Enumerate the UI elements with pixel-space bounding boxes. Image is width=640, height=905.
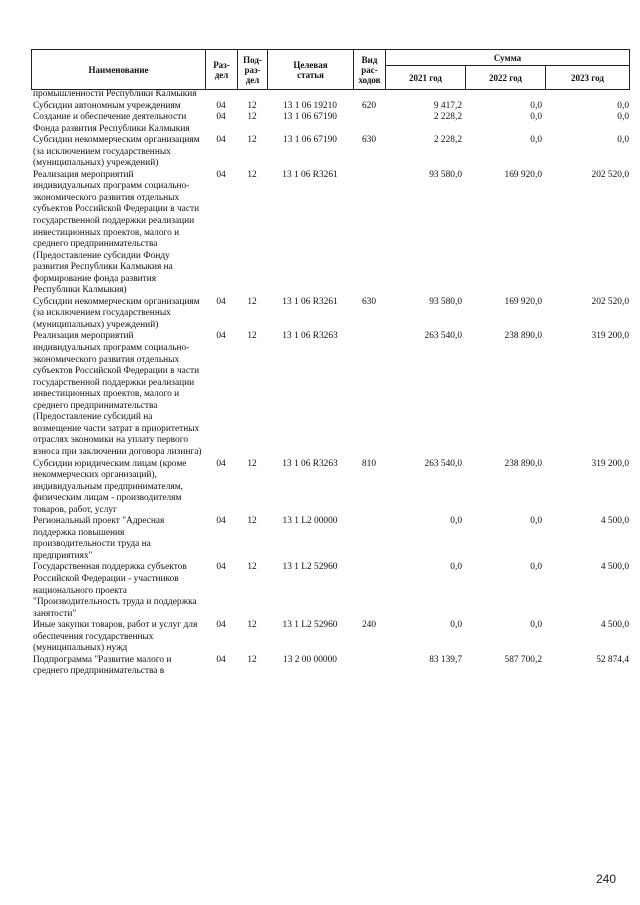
- row-target: 13 1 06 67190: [283, 112, 337, 123]
- table-row: [31, 89, 629, 101]
- header-year-2022: 2022 год: [466, 66, 546, 90]
- row-section: 04: [216, 112, 226, 123]
- header-target: Целевая статья: [268, 50, 354, 90]
- row-amount-2021: 263 540,0: [424, 458, 462, 469]
- row-amount-2023: 0,0: [617, 100, 629, 111]
- table-row: [31, 297, 629, 332]
- row-amount-2022: 169 920,0: [504, 296, 542, 307]
- row-section: 04: [216, 135, 226, 146]
- table-row: [31, 135, 629, 170]
- table-row: [31, 170, 629, 297]
- header-section: Раз- дел: [206, 50, 238, 90]
- row-amount-2021: 9 417,2: [433, 100, 462, 111]
- row-expense-type: [353, 516, 385, 562]
- row-target: 13 1 06 67190: [283, 135, 337, 146]
- row-amount-2022: 169 920,0: [504, 169, 542, 180]
- row-subsection: 12: [247, 654, 257, 665]
- row-amount-2022: 587 700,2: [504, 654, 542, 665]
- row-expense-type: 240: [361, 620, 377, 631]
- table-row: [31, 112, 629, 135]
- row-name: Субсидии некоммерческим организациям (за исключением государственных (муниципальных) учреждений): [33, 296, 200, 330]
- row-amount-2023: 52 874,4: [596, 654, 629, 665]
- row-amount-2021: [385, 89, 465, 101]
- row-name: Субсидии автономным учреждениям: [33, 100, 181, 111]
- row-section: 04: [216, 458, 226, 469]
- table-row: [31, 101, 629, 113]
- row-subsection: 12: [247, 562, 257, 573]
- row-section: [205, 89, 237, 101]
- row-expense-type: [353, 562, 385, 620]
- row-name: Региональный проект "Адресная поддержка повышения производительности труда на предприятиях": [33, 516, 165, 561]
- row-section: 04: [216, 100, 226, 111]
- row-amount-2023: 0,0: [617, 112, 629, 123]
- row-subsection: 12: [247, 458, 257, 469]
- header-year-2021: 2021 год: [386, 66, 466, 90]
- row-expense-type: [353, 331, 385, 458]
- table-row: [31, 562, 629, 620]
- row-amount-2021: 93 580,0: [429, 296, 462, 307]
- header-sum: Сумма: [386, 50, 630, 66]
- row-amount-2023: [545, 89, 629, 101]
- table-row: [31, 620, 629, 655]
- budget-table: [31, 89, 629, 678]
- row-subsection: 12: [247, 516, 257, 527]
- row-amount-2021: 2 228,2: [433, 112, 462, 123]
- row-section: 04: [216, 516, 226, 527]
- row-amount-2023: 4 500,0: [600, 620, 629, 631]
- header-name: Наименование: [32, 50, 206, 90]
- row-expense-type: 630: [361, 135, 377, 146]
- row-amount-2021: 0,0: [450, 620, 462, 631]
- row-expense-type: [353, 89, 385, 101]
- table-header: [31, 49, 630, 90]
- budget-table-body: [31, 89, 629, 678]
- row-subsection: 12: [247, 112, 257, 123]
- row-name: Подпрограмма "Развитие малого и среднего предпринимательства в: [33, 654, 172, 677]
- row-target: 13 1 L2 52960: [282, 562, 338, 573]
- row-amount-2021: 0,0: [450, 562, 462, 573]
- row-target: 13 1 L2 52960: [282, 620, 338, 631]
- row-amount-2022: [465, 89, 545, 101]
- row-expense-type: [353, 170, 385, 297]
- row-amount-2022: 238 890,0: [504, 331, 542, 342]
- row-name: Государственная поддержка субъектов Российской Федерации - участников национального проекта "Производительность труда и поддержка занятости": [33, 562, 197, 619]
- row-name: Субсидии некоммерческим организациям (за исключением государственных (муниципальных) учреждений): [33, 135, 200, 169]
- row-amount-2021: 93 580,0: [429, 169, 462, 180]
- row-expense-type: 810: [361, 458, 377, 469]
- row-amount-2023: 202 520,0: [591, 296, 629, 307]
- row-section: 04: [216, 562, 226, 573]
- row-amount-2022: 0,0: [530, 135, 542, 146]
- row-name: Субсидии юридическим лицам (кроме некоммерческих организаций), индивидуальным предпринимателям, физическим лицам - производителям товаров, работ, услуг: [33, 458, 187, 515]
- row-expense-type: 620: [361, 100, 377, 111]
- row-name: Реализация мероприятий индивидуальных программ социально-экономического развития отдельных субъектов Российской Федерации в части государственной поддержки реализации инвестиционных проектов, малого и среднего предпринимательства (Предоставление субсидии Фонду развития Республики Калмыкия на формирование фонда развития Республики Калмыкия): [33, 169, 200, 296]
- row-section: 04: [216, 654, 226, 665]
- row-amount-2022: 238 890,0: [504, 458, 542, 469]
- row-target: 13 1 06 R3261: [282, 169, 338, 180]
- row-section: 04: [216, 296, 226, 307]
- row-amount-2023: 319 200,0: [591, 458, 629, 469]
- row-target: 13 1 L2 00000: [282, 516, 338, 527]
- row-subsection: 12: [247, 620, 257, 631]
- row-subsection: 12: [247, 169, 257, 180]
- row-subsection: [237, 89, 267, 101]
- row-amount-2022: 0,0: [530, 620, 542, 631]
- row-section: 04: [216, 169, 226, 180]
- row-subsection: 12: [247, 135, 257, 146]
- row-target: 13 1 06 R3263: [282, 331, 338, 342]
- row-amount-2022: 0,0: [530, 100, 542, 111]
- row-amount-2023: 4 500,0: [600, 562, 629, 573]
- header-year-2023: 2023 год: [546, 66, 630, 90]
- row-name: Иные закупки товаров, работ и услуг для обеспечения государственных (муниципальных) нужд: [33, 620, 198, 654]
- table-row: [31, 655, 629, 678]
- row-amount-2022: 0,0: [530, 516, 542, 527]
- header-expense-type: Вид рас- ходов: [354, 50, 386, 90]
- page-number: 240: [596, 872, 617, 886]
- row-amount-2022: 0,0: [530, 562, 542, 573]
- row-section: 04: [216, 331, 226, 342]
- row-amount-2021: 263 540,0: [424, 331, 462, 342]
- table-row: [31, 516, 629, 562]
- row-name: промышленности Республики Калмыкия: [33, 89, 197, 99]
- row-expense-type: [353, 112, 385, 135]
- row-subsection: 12: [247, 296, 257, 307]
- row-target: 13 1 06 R3261: [282, 296, 338, 307]
- row-expense-type: [353, 655, 385, 678]
- row-amount-2021: 0,0: [450, 516, 462, 527]
- row-subsection: 12: [247, 331, 257, 342]
- row-expense-type: 630: [361, 296, 377, 307]
- row-amount-2023: 202 520,0: [591, 169, 629, 180]
- row-name: Создание и обеспечение деятельности Фонда развития Республики Калмыкия: [33, 112, 190, 134]
- row-target: 13 1 06 R3263: [282, 458, 338, 469]
- table-row: [31, 459, 629, 517]
- row-amount-2021: 2 228,2: [433, 135, 462, 146]
- header-subsection: Под- раз- дел: [238, 50, 268, 90]
- row-amount-2023: 0,0: [617, 135, 629, 146]
- row-target: 13 2 00 00000: [283, 654, 337, 665]
- row-target: 13 1 06 19210: [283, 100, 337, 111]
- row-target: [267, 89, 353, 101]
- row-amount-2023: 319 200,0: [591, 331, 629, 342]
- row-name: Реализация мероприятий индивидуальных программ социально-экономического развития отдельных субъектов Российской Федерации в части государственной поддержки реализации инвестиционных проектов, малого и среднего предпринимательства (Предоставление субсидий на возмещение части затрат в приоритетных отраслях экономики на уплату первого взноса при заключении договора лизинга): [33, 331, 202, 457]
- row-amount-2022: 0,0: [530, 112, 542, 123]
- row-amount-2021: 83 139,7: [429, 654, 462, 665]
- row-subsection: 12: [247, 100, 257, 111]
- row-amount-2023: 4 500,0: [600, 516, 629, 527]
- row-section: 04: [216, 620, 226, 631]
- table-row: [31, 331, 629, 458]
